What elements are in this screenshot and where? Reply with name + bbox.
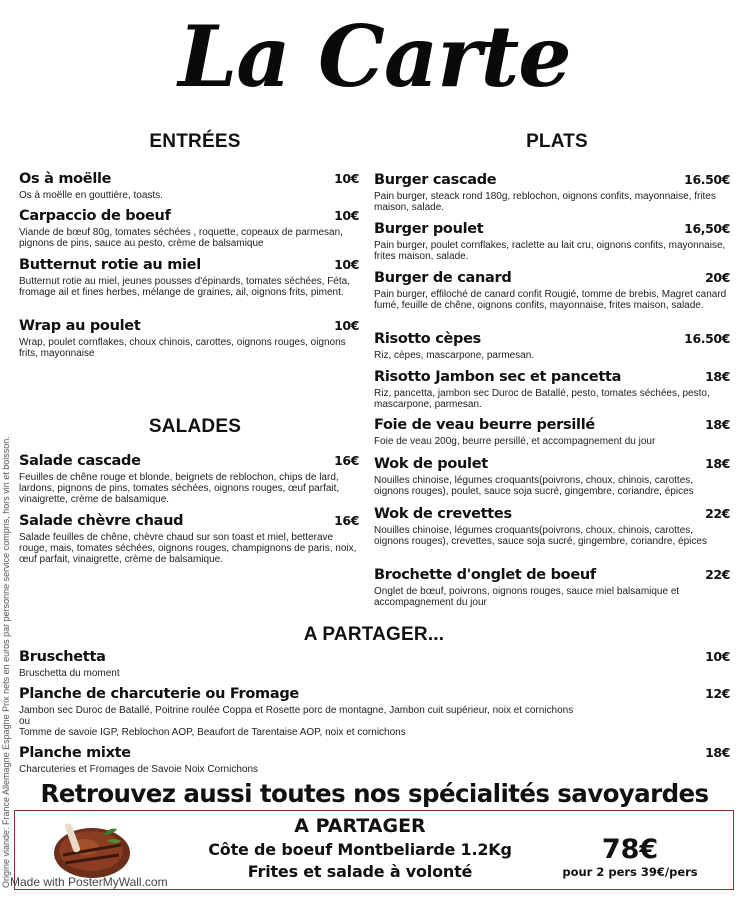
item-name: Salade chèvre chaud	[19, 513, 184, 529]
menu-item	[374, 455, 730, 497]
item-name: Wok de crevettes	[374, 506, 512, 522]
special-line-2: Frites et salade à volonté	[247, 862, 473, 881]
menu-item	[19, 744, 730, 775]
menu-item	[374, 566, 730, 608]
item-name: Risotto cèpes	[374, 331, 481, 347]
item-description: Feuilles de chêne rouge et blonde, beignets de reblochon, chips de lard, lardons, pignons de pins, tomates séchées, oignons rouges, œuf parfait, vinaigrette, crème de balsamique.	[19, 472, 340, 506]
item-name: Bruschetta	[19, 649, 106, 665]
section-title-entrees: ENTRÉES	[149, 131, 241, 152]
item-description: Pain burger, steack rond 180g, reblochon, oignons confits, mayonnaise, frites maison, salade.	[374, 191, 716, 214]
item-name: Risotto Jambon sec et pancetta	[374, 369, 622, 385]
item-description: Onglet de bœuf, poivrons, oignons rouges, sauce miel balsamique et accompagnement du jour	[374, 586, 680, 609]
special-price-note: pour 2 pers 39€/pers	[562, 865, 698, 879]
item-price: 18€	[705, 417, 730, 432]
menu-item	[374, 171, 730, 213]
menu-item	[19, 170, 359, 201]
item-price: 12€	[705, 686, 730, 701]
item-name: Planche de charcuterie ou Fromage	[19, 686, 299, 702]
item-description: Butternut rotie au miel, jeunes pousses d'épinards, tomates séchées, Féta, fromage ail et fines herbes, mélange de graines, ail, oignons frits, piment.	[19, 276, 350, 299]
item-name: Foie de veau beurre persillé	[374, 417, 595, 433]
item-name: Planche mixte	[19, 745, 131, 761]
special-line-1: Côte de boeuf Montbeliarde 1.2Kg	[208, 840, 512, 859]
menu-item	[374, 330, 730, 361]
item-price: 22€	[705, 567, 730, 582]
item-description: Charcuteries et Fromages de Savoie Noix Cornichons	[19, 764, 258, 775]
item-description: Salade feuilles de chêne, chèvre chaud sur son toast et miel, betterave rouge, mais, tomates séchées, oignons rouges, champignons de paris, noix, œuf parfait, vinaigrette, crème de balsamique.	[19, 532, 357, 566]
menu-item	[19, 685, 730, 739]
item-name: Brochette d'onglet de boeuf	[374, 567, 596, 583]
menu-item	[374, 505, 730, 547]
item-name: Salade cascade	[19, 453, 141, 469]
item-name: Wrap au poulet	[19, 318, 141, 334]
menu-title: La Carte	[178, 7, 571, 106]
item-price: 18€	[705, 745, 730, 760]
item-price: 16.50€	[684, 172, 730, 187]
savoyard-banner: Retrouvez aussi toutes nos spécialités savoyardes	[40, 779, 709, 808]
item-description: Nouilles chinoise, légumes croquants(poivrons, choux, chinois, carottes, oignons rouges), poulet, sauce soja sucré, gingembre, coriandre, épices	[374, 475, 694, 498]
item-name: Os à moëlle	[19, 171, 112, 187]
menu-item	[19, 317, 359, 359]
section-title-salades: SALADES	[148, 416, 242, 437]
item-price: 10€	[334, 171, 359, 186]
item-name: Butternut rotie au miel	[19, 257, 201, 273]
item-name: Wok de poulet	[374, 456, 488, 472]
item-description: Pain burger, poulet cornflakes, raclette au lait cru, oignons confits, mayonnaise, frites maison, salade.	[374, 240, 726, 263]
item-name: Burger cascade	[374, 172, 497, 188]
item-description: Bruschetta du moment	[19, 668, 120, 679]
special-title: A PARTAGER	[294, 815, 426, 837]
item-price: 16€	[334, 453, 359, 468]
menu-item	[19, 207, 359, 249]
menu-item	[374, 220, 730, 262]
item-price: 16,50€	[684, 221, 730, 236]
item-description: Os à moëlle en gouttière, toasts.	[19, 190, 163, 201]
watermark: Made with PosterMyWall.com	[10, 875, 168, 889]
menu-item	[374, 269, 730, 311]
item-price: 20€	[705, 270, 730, 285]
item-price: 10€	[334, 318, 359, 333]
item-description: Wrap, poulet cornflakes, choux chinois, carottes, oignons rouges, oignons frits, mayonnaise	[19, 337, 346, 360]
special-price: 78€	[601, 834, 659, 865]
section-title-partager: A PARTAGER...	[303, 624, 445, 645]
item-price: 18€	[705, 369, 730, 384]
item-description: Pain burger, effiloché de canard confit Rougié, tomme de brebis, Magret canard fumé, feuille de chêne, oignons confits, mayonnaise, frites maison, salade.	[374, 289, 727, 312]
item-description: Viande de bœuf 80g, tomates séchées , roquette, copeaux de parmesan, pignons de pins, sauce au pesto, crème de balsamique	[19, 227, 343, 250]
menu-item	[19, 452, 359, 506]
item-description: Jambon sec Duroc de Batallé, Poitrine roulée Coppa et Rosette porc de montagne, Jambon cuit supérieur, noix et cornichons	[19, 705, 574, 716]
item-price: 16.50€	[684, 331, 730, 346]
item-description: ou	[19, 716, 31, 728]
item-description: Foie de veau 200g, beurre persillé, et accompagnement du jour	[374, 436, 656, 447]
item-name: Burger poulet	[374, 221, 484, 237]
item-name: Carpaccio de boeuf	[19, 208, 171, 224]
item-description: Tomme de savoie IGP, Reblochon AOP, Beaufort de Tarentaise AOP, noix et cornichons	[19, 727, 406, 739]
menu-item	[374, 368, 730, 410]
item-description: Riz, pancetta, jambon sec Duroc de Batallé, pesto, tomates séchées, pesto, mascarpone, parmesan.	[374, 388, 710, 411]
menu-item	[19, 512, 359, 566]
menu-item	[19, 256, 359, 298]
item-price: 10€	[334, 257, 359, 272]
item-description: Nouilles chinoise, légumes croquants(poivrons, choux, chinois, carottes, oignons rouges), crevettes, sauce soja sucré, gingembre, coriandre, épices	[374, 525, 707, 548]
menu-item	[374, 416, 730, 447]
section-title-plats: PLATS	[526, 131, 588, 152]
item-price: 18€	[705, 456, 730, 471]
legal-side-note: Origine viande: France Allemagne Espagne Prix nets en euros par personne service compris, hors vin et boisson.	[1, 436, 11, 888]
menu-item	[19, 648, 730, 679]
item-name: Burger de canard	[374, 270, 512, 286]
item-price: 22€	[705, 506, 730, 521]
item-description: Riz, cèpes, mascarpone, parmesan.	[374, 350, 535, 361]
item-price: 10€	[334, 208, 359, 223]
item-price: 10€	[705, 649, 730, 664]
item-price: 16€	[334, 513, 359, 528]
